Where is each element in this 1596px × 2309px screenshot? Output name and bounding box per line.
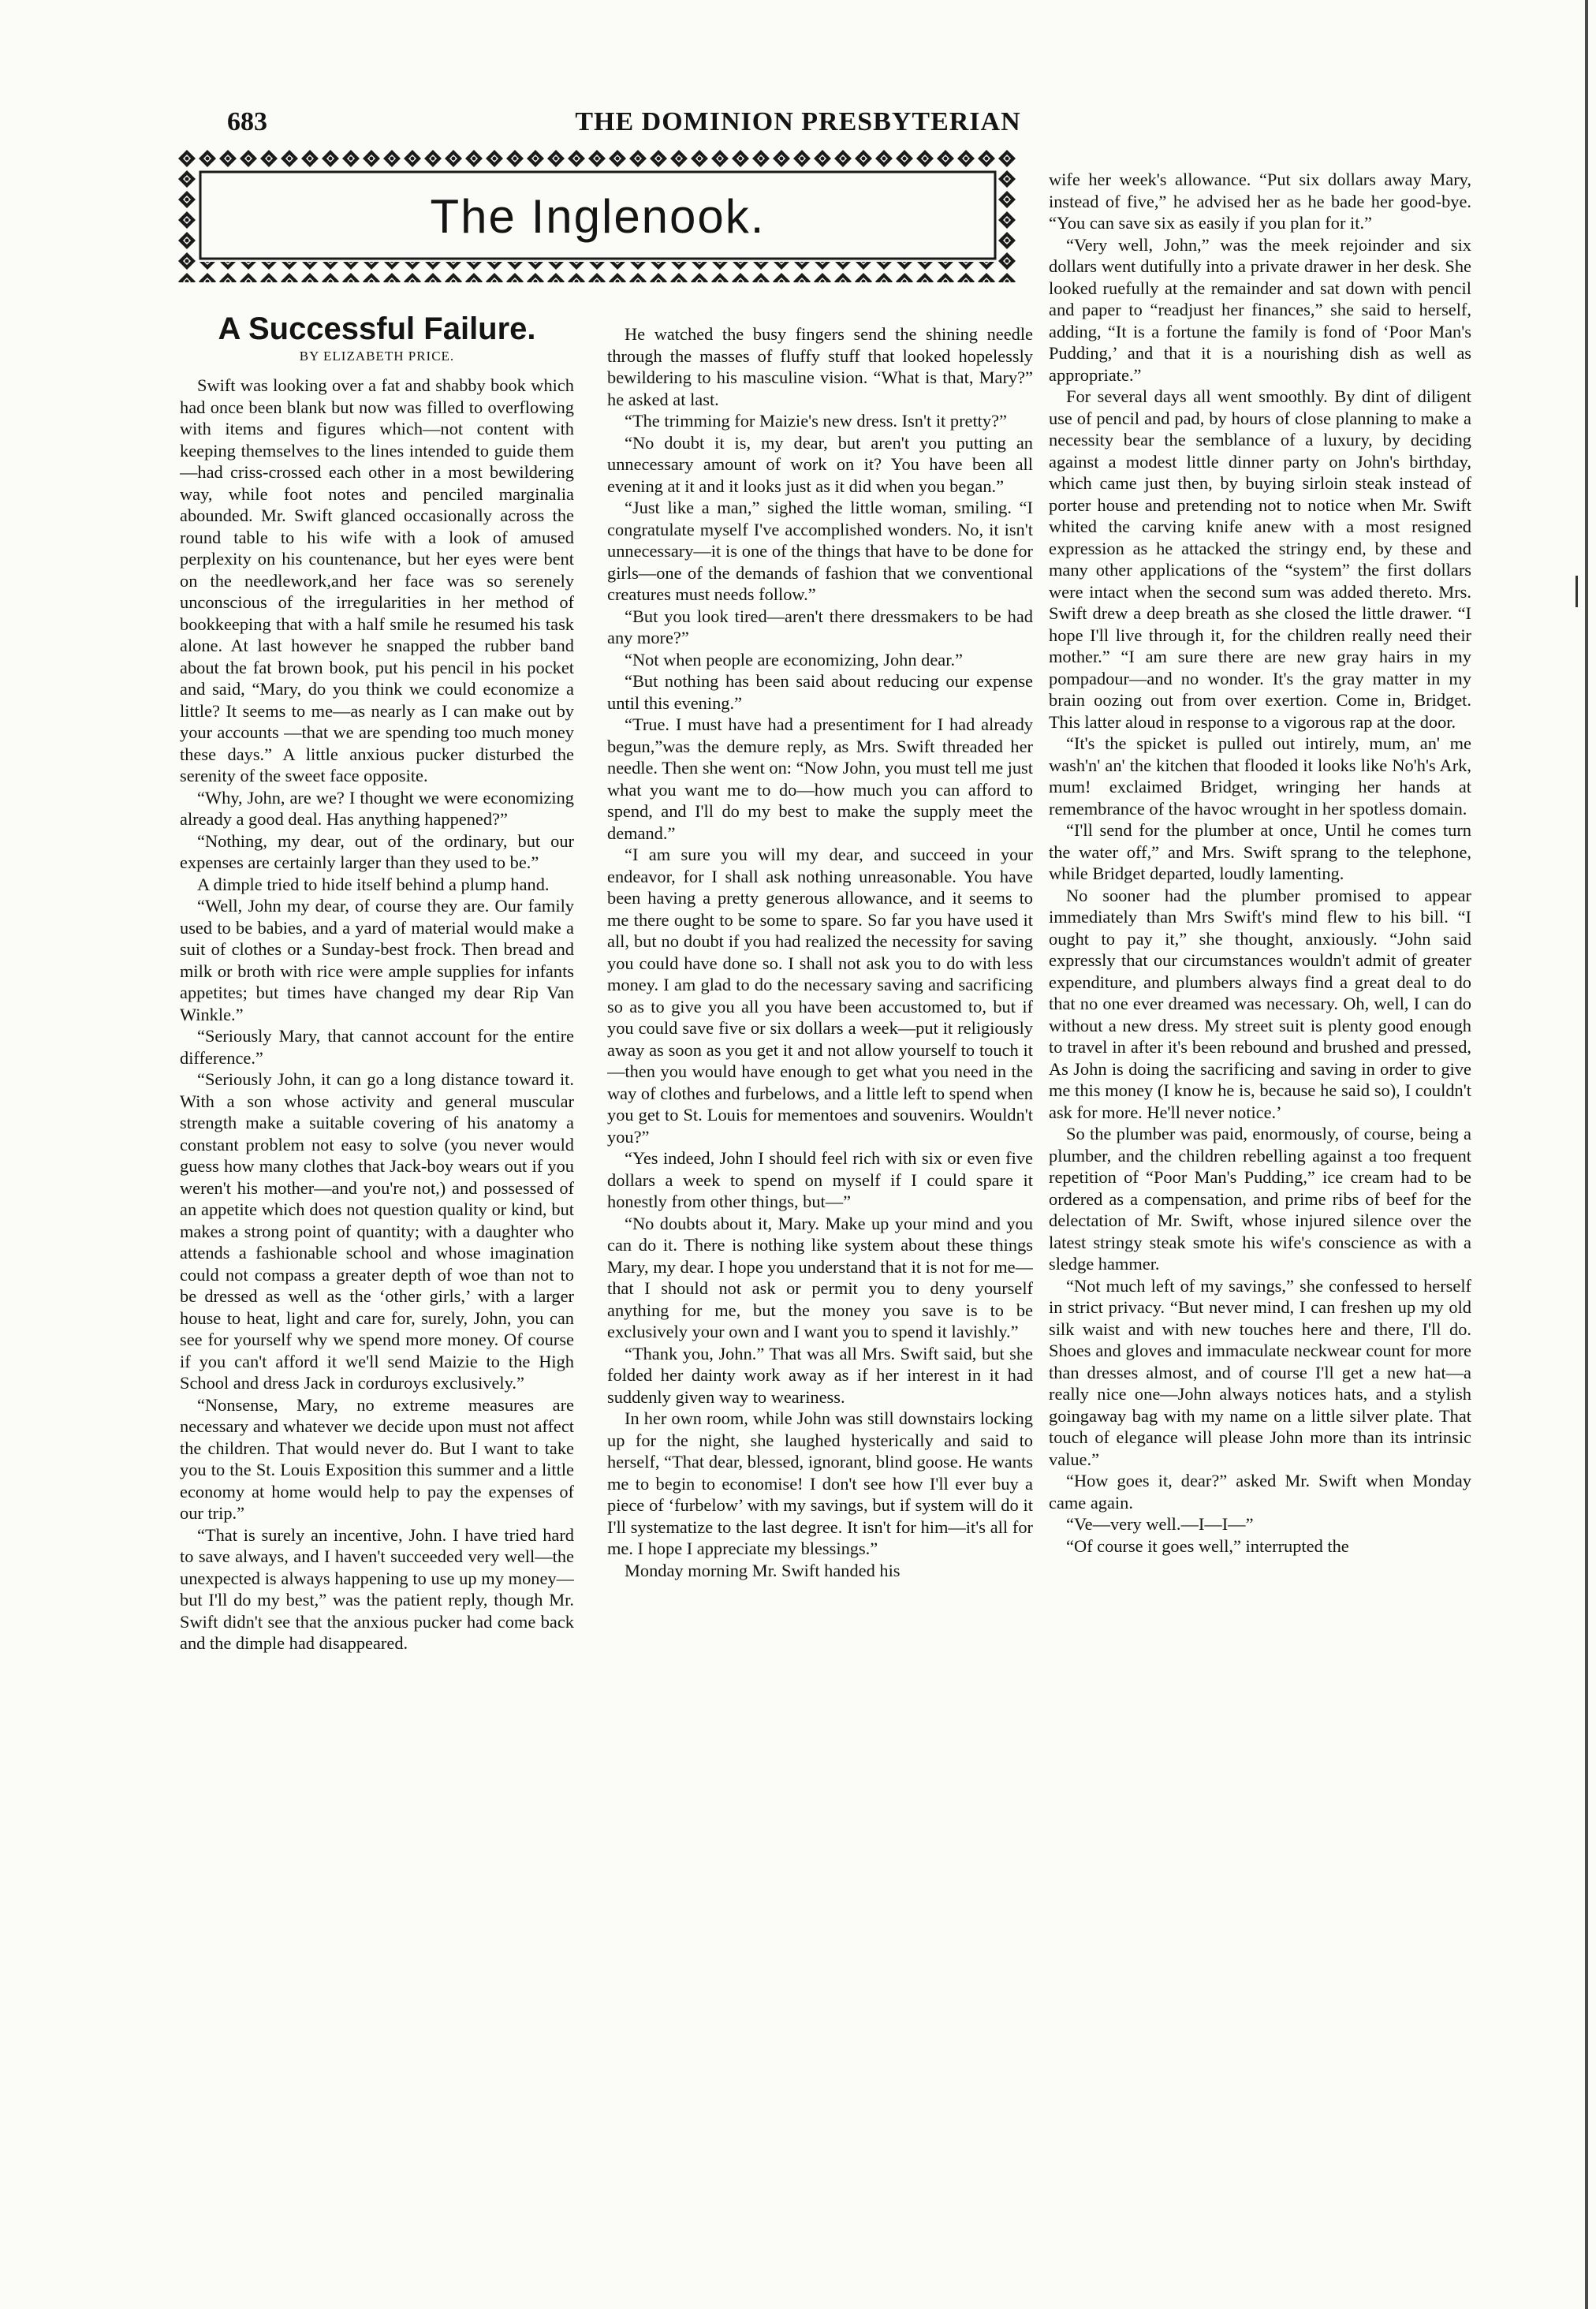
paragraph: “Not much left of my savings,” she confessed to herself in strict privacy. “But never mind, I can freshen up my old silk waist and with new touches here and there, I'll do. Shoes and gloves and immaculate neckwear count for more than dresses almost, and of course I'll get a new hat—a really nice one—John always notices hats, and a stylish goingaway bag with my name on a little silver plate. That touch of elegance will please John more than its intrinsic value.” (1049, 1275, 1471, 1469)
text-column-2 (607, 323, 1033, 2200)
paragraph: A dimple tried to hide itself behind a plump hand. (197, 874, 550, 894)
paragraph: “I am sure you will my dear, and succeed in your endeavor, for I shall ask nothing unreasonable. You have been having a pretty generous allowance, and it seems to me there ought to be some to spare. So far you have used it all, but no doubt if you had realized the necessity for saving you could have done so. I shall not ask you to do with less money. I am glad to do the necessary saving and sacrificing so as to give you all you have been accustomed to, but if you could save five or six dollars a week—put it religiously away as soon as you get it and not allow yourself to touch it—then you would have enough to get what you need in the way of clothes and furbelows, and a little left to spend when you get to St. Louis for mementoes and souvenirs. Wouldn't you?” (607, 845, 1033, 1147)
paragraph: He watched the busy fingers send the shining needle through the masses of fluffy stuff that looked hopelessly bewildering to his masculine vision. “What is that, Mary?” he asked at last. (607, 324, 1033, 409)
paragraph: “I'll send for the plumber at once, Until he comes turn the water off,” and Mrs. Swift sprang to the telephone, while Bridget departed, loudly lamenting. (1049, 820, 1471, 883)
paragraph: “But nothing has been said about reducing our expense until this evening.” (607, 671, 1033, 713)
paragraph: “Just like a man,” sighed the little woman, smiling. “I congratulate myself I've accomplished wonders. No, it isn't unnecessary—it is one of the things that have to be done for girls—one of the demands of fashion that we conventional creatures must needs follow.” (607, 498, 1033, 604)
paragraph: Swift was looking over a fat and shabby book which had once been blank but now was filled to overflowing with items and figures which—not content with keeping themselves to the lines intended to guide them—had criss-crossed each other in a most bewildering way, while foot notes and penciled marginalia abounded. Mr. Swift glanced occasionally across the round table to his wife with a look of amused perplexity on his countenance, but her eyes were bent on the needlework,and her face was so serenely unconscious of the irregularities in her method of bookkeeping that with a half smile he resumed his task alone. At last however he snapped the rubber band about the fat brown book, put his pencil in his pocket and said, “Mary, do you think we could economize a little? It seems to me—as nearly as I can make out by your accounts —that we are spending too much money these days.” A little anxious pucker disturbed the serenity of the sweet face opposite. (180, 375, 574, 785)
paragraph: “How goes it, dear?” asked Mr. Swift when Monday came again. (1049, 1471, 1471, 1513)
paragraph: “Nothing, my dear, out of the ordinary, but our expenses are certainly larger than they used to be.” (180, 830, 574, 872)
paragraph: “But you look tired—aren't there dressmakers to be had any more?” (607, 606, 1033, 647)
paragraph: “Yes indeed, John I should feel rich with six or even five dollars a week to spend on myself if I could spare it honestly from other things, but—” (607, 1148, 1033, 1211)
paragraph: “Of course it goes well,” interrupted the (1066, 1535, 1349, 1556)
paragraph: “True. I must have had a presentiment for I had already begun,”was the demure reply, as Mrs. Swift threaded her needle. Then she went on: “Now John, you must tell me just what you want me to do—how much you can afford to spend, and I'll do my best to make the supply meet the demand.” (607, 714, 1033, 843)
paragraph: For several days all went smoothly. By dint of diligent use of pencil and pad, by hours of close planning to make a necessity bear the semblance of a luxury, by deciding against a modest little dinner party on John's birthday, which came just then, by buying sirloin steak instead of porter house and pretending not to notice when Mr. Swift whited the carving knife anew with a most resigned expression as he attacked the stringy end, by these and many other applications of the “system” the first dollars were intact when the second sum was added thereto. Mrs. Swift drew a deep breath as she closed the little drawer. “I hope I'll live through it, for the children really need their mother.” “I am sure there are new gray hairs in my pompadour—and no wonder. It's the gray matter in my brain oozing out from over exertion. Come in, Bridget. This latter aloud in response to a vigorous rap at the door. (1049, 386, 1471, 732)
paragraph: “Not when people are economizing, John dear.” (625, 649, 963, 670)
paragraph: wife her week's allowance. “Put six dollars away Mary, instead of five,” he advised her as he bade her good-bye. “You can save six as easily if you plan for it.” (1049, 170, 1471, 233)
section-title: The Inglenook. (430, 190, 766, 243)
scan-mark (1575, 576, 1584, 607)
paragraph: “No doubt it is, my dear, but aren't you putting an unnecessary amount of work on it? You have been all evening at it and it looks just as it did when you began.” (607, 432, 1033, 496)
scan-edge (1585, 0, 1588, 2309)
paragraph: “Thank you, John.” That was all Mrs. Swift said, but she folded her dainty work away as if her interest in it had suddenly given way to weariness. (607, 1343, 1033, 1407)
article-title: A Successful Failure. (218, 311, 536, 346)
paragraph: “That is surely an incentive, John. I have tried hard to save always, and I haven't succeeded very well—the unexpected is always happening to use up my money—but I'll do my best,” was the patient reply, though Mr. Swift didn't see that the anxious pucker had come back and the dimple had disappeared. (180, 1524, 574, 1653)
page-number: 683 (227, 107, 267, 136)
paragraph: “The trimming for Maizie's new dress. Isn't it pretty?” (625, 411, 1007, 431)
paragraph: “Seriously John, it can go a long distance toward it. With a son whose activity and general muscular strength make a suitable covering of his anatomy a constant problem not easy to solve (you never would guess how many clothes that Jack-boy wears out if you weren't his mother—and you're not,) and possessed of an appetite which does not question quality or kind, but makes a strong point of quantity; with a daughter who attends a fashionable school and whose imagination could not compass a greater depth of woe than not to be dressed as well as the ‘other girls,’ with a larger house to heat, light and care for, surely, John, you can see for yourself why we spend more money. Of course if you can't afford it we'll send Maizie to the High School and dress Jack in corduroys exclusively.” (180, 1069, 574, 1393)
text-column-3 (1049, 169, 1471, 2195)
paragraph: “Ve—very well.—I—I—” (1066, 1514, 1254, 1534)
paragraph: Monday morning Mr. Swift handed his (625, 1560, 901, 1580)
text-column-1 (180, 309, 574, 2186)
paragraph: “Well, John my dear, of course they are. Our family used to be babies, and a yard of material would make a suit of clothes or a Sunday-best frock. Then bread and milk or broth with rice were ample supplies for infants appetites; but times have changed my dear Rip Van Winkle.” (180, 896, 574, 1024)
paragraph: So the plumber was paid, enormously, of course, being a plumber, and the children rebelling against a too frequent repetition of “Poor Man's Pudding,” ice cream had to be ordered as a compensation, and prime ribs of beef for the delectation of Mr. Swift, whose injured silence over the latest stringy steak smote his wife's conscience as with a sledge hammer. (1049, 1124, 1471, 1274)
paragraph: “It's the spicket is pulled out intirely, mum, an' me wash'n' an' the kitchen that flooded it looks like No'h's Ark, mum! exclaimed Bridget, wringing her hands at remembrance of the havoc wrought in her spotless domain. (1049, 733, 1471, 819)
paragraph: “No doubts about it, Mary. Make up your mind and you can do it. There is nothing like system about these things Mary, my dear. I hope you understand that it is not for me—that I should not ask or permit you to deny yourself anything for me, but the money you save is to be exclusively your own and I want you to spend it lavishly.” (607, 1213, 1033, 1341)
running-head: THE DOMINION PRESBYTERIAN (575, 107, 1021, 136)
paragraph: No sooner had the plumber promised to appear immediately than Mrs Swift's mind flew to his bill. “I ought to pay it,” she thought, anxiously. “John said expressly that our circumstances wouldn't admit of greater expenditure, and plumbers always find a great deal to do that no one ever dreamed was necessary. Oh, well, I can do without a new dress. My street suit is plenty good enough to travel in after it's been rebound and brushed and pressed, As John is doing the sacrificing and saving in order to give me this money (I know he is, because he said so), I couldn't ask for more. He'll never notice.’ (1049, 885, 1471, 1122)
section-header-frame (177, 148, 1019, 282)
article-byline: BY ELIZABETH PRICE. (299, 348, 455, 364)
paragraph: “Nonsense, Mary, no extreme measures are necessary and whatever we decide upon must not affect the children. That would never do. But I want to take you to the St. Louis Exposition this summer and a little economy at home would help to pay the expenses of our trip.” (180, 1394, 574, 1523)
paragraph: “Seriously Mary, that cannot account for the entire difference.” (180, 1026, 574, 1068)
paragraph: In her own room, while John was still downstairs locking up for the night, she laughed hysterically and said to herself, “That dear, blessed, ignorant, blind goose. He wants me to begin to economise! I don't see how I'll ever buy a piece of ‘furbelow’ with my savings, but if system will do it I'll systematize to the last degree. It isn't for him—it's all for me. I hope I appreciate my blessings.” (607, 1408, 1033, 1558)
paragraph: “Very well, John,” was the meek rejoinder and six dollars went dutifully into a private drawer in her desk. She looked ruefully at the remainder and sat down with pencil and paper to “readjust her finances,” she said to herself, adding, “It is a fortune the family is fond of ‘Poor Man's Pudding,’ and that it is a nourishing dish as well as appropriate.” (1049, 234, 1471, 385)
paragraph: “Why, John, are we? I thought we were economizing already a good deal. Has anything happened?” (180, 787, 574, 829)
